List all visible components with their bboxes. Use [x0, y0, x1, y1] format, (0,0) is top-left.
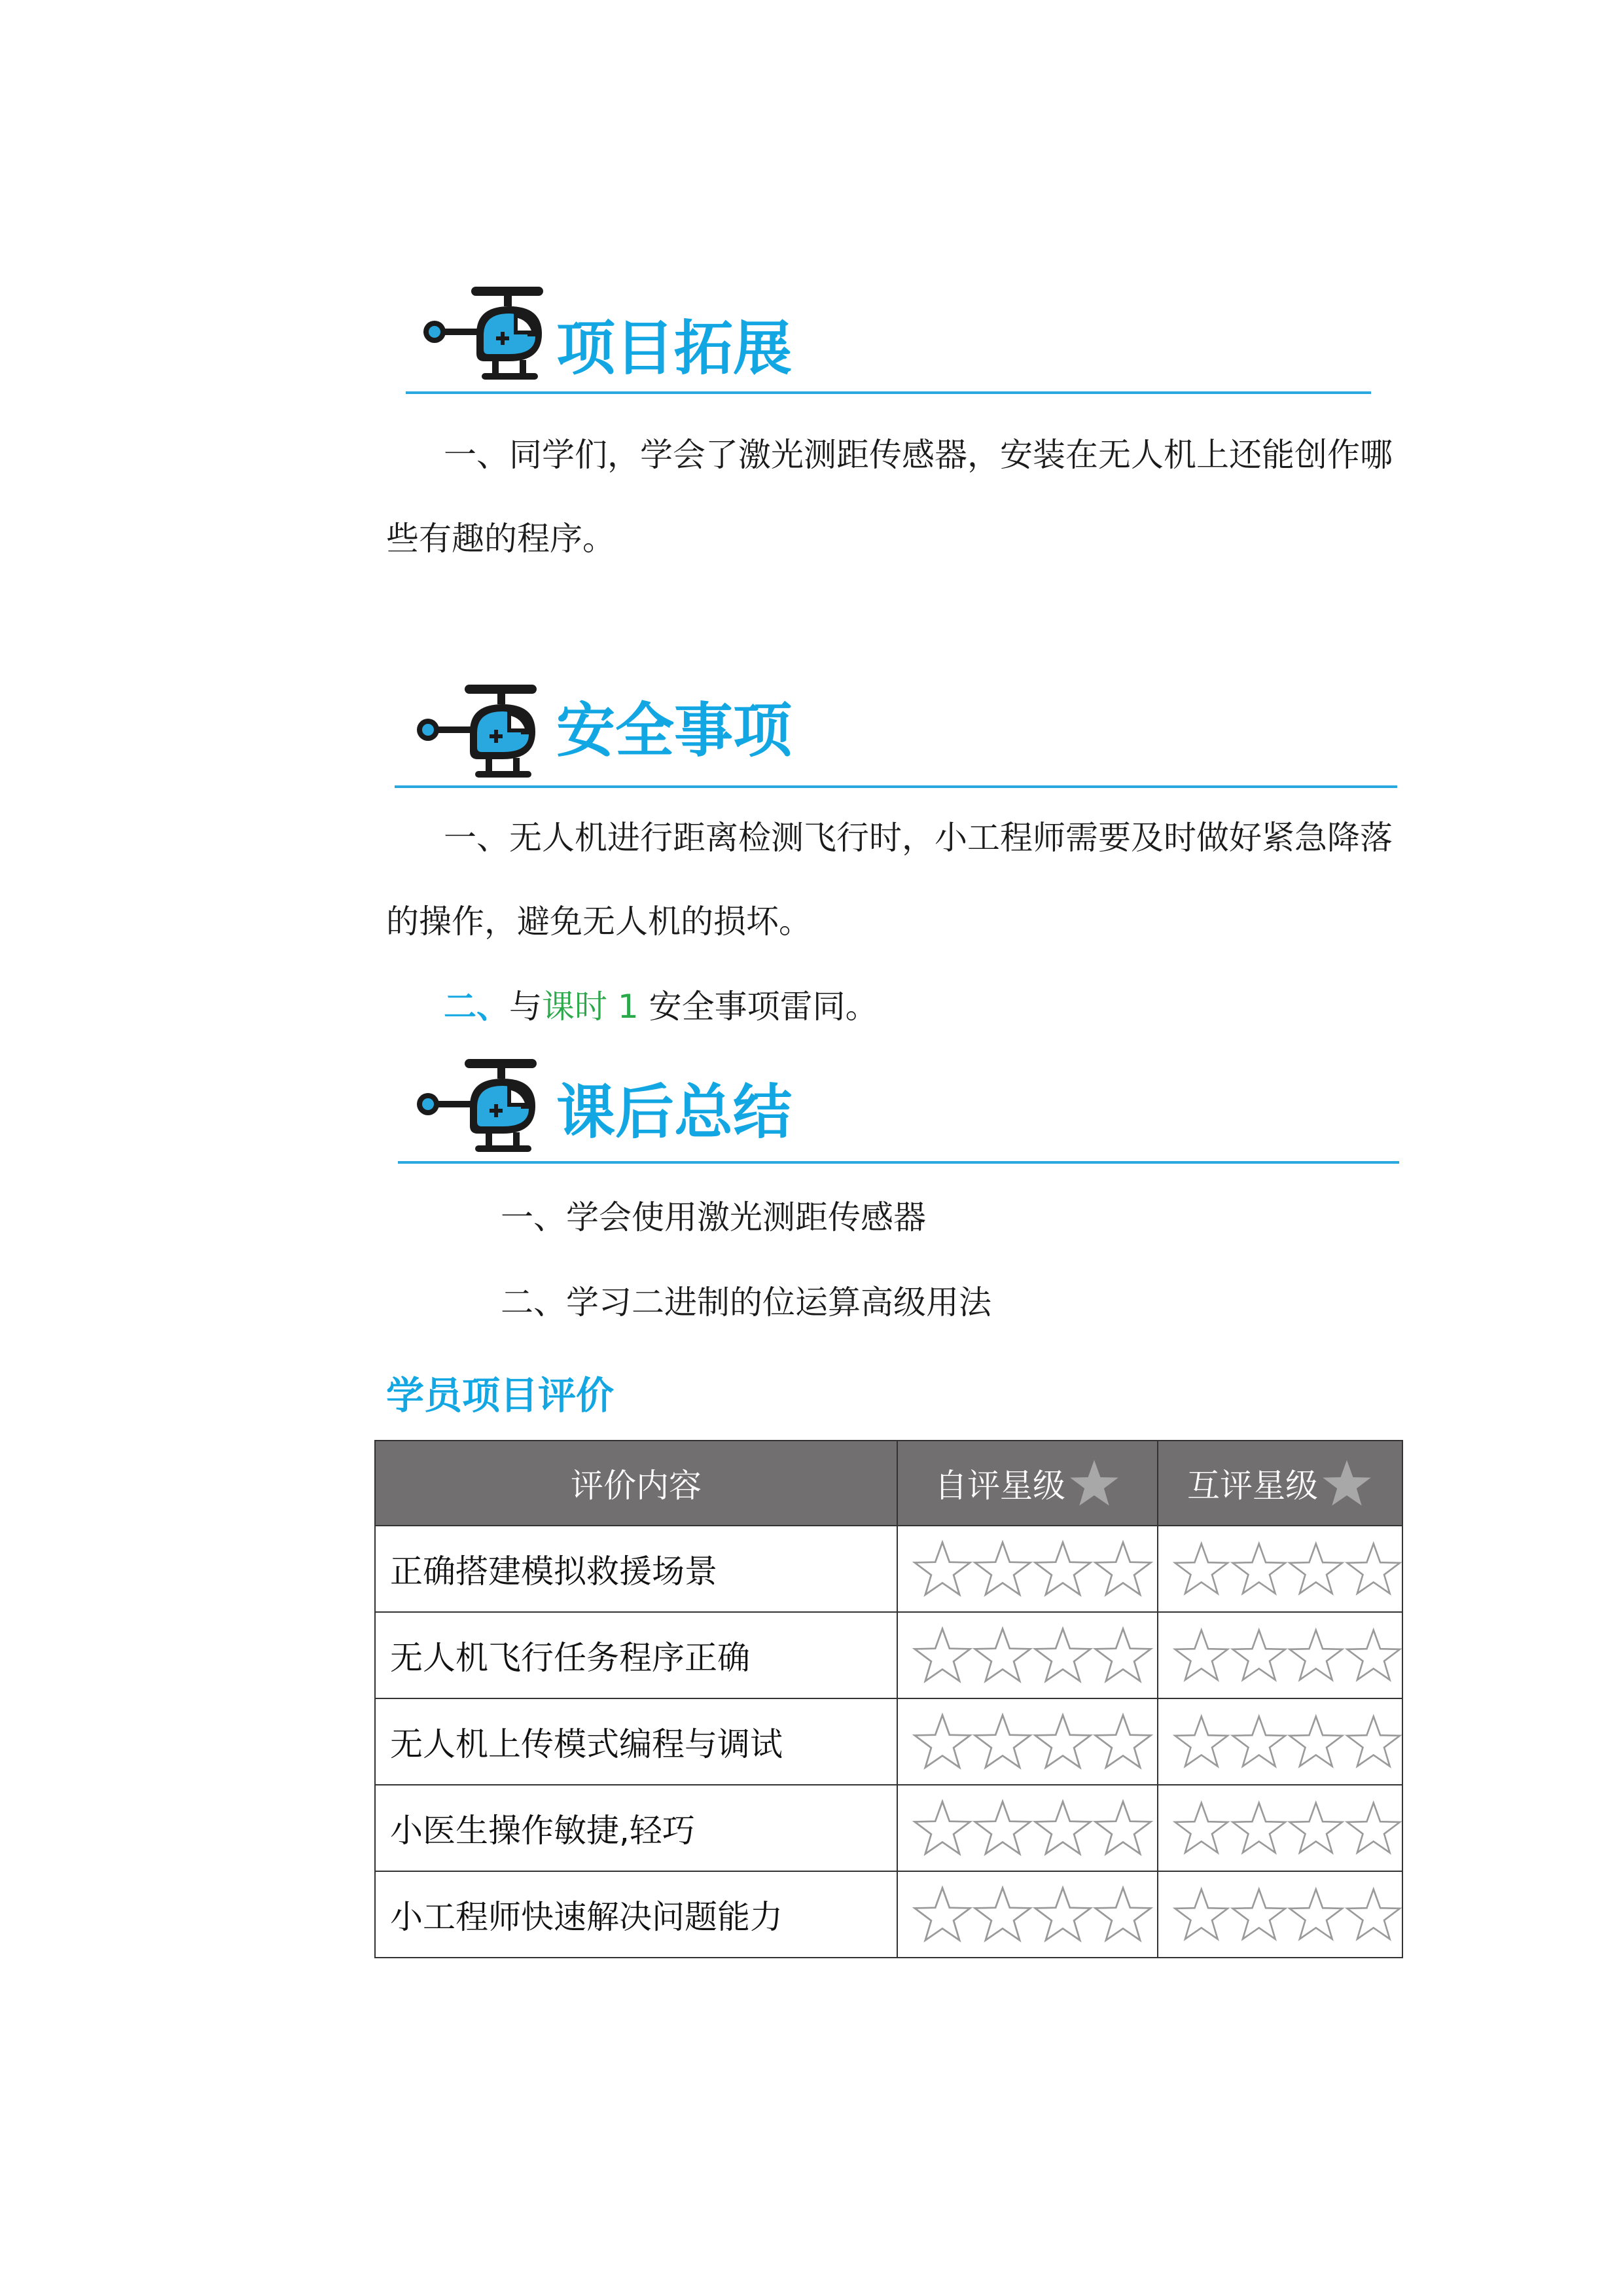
star-outline-icon[interactable] [1173, 1625, 1230, 1685]
table-row [375, 1698, 1402, 1785]
star-outline-icon[interactable] [972, 1798, 1033, 1858]
star-outline-icon[interactable] [1287, 1884, 1345, 1945]
star-outline-icon[interactable] [912, 1884, 972, 1945]
safety-item-2 [444, 987, 878, 1026]
table-row [375, 1612, 1402, 1698]
star-rating [898, 1884, 1157, 1945]
star-outline-icon[interactable] [912, 1712, 972, 1772]
peer-rating-cell[interactable] [1158, 1871, 1402, 1958]
section-divider [406, 391, 1371, 394]
peer-rating-cell[interactable] [1158, 1526, 1402, 1612]
item-text: 安全事项雷同。 [638, 988, 878, 1026]
peer-rating-cell[interactable] [1158, 1785, 1402, 1871]
star-rating [1158, 1798, 1402, 1858]
table-row [375, 1785, 1402, 1871]
header-self-rating: 自评星级 [897, 1441, 1158, 1526]
star-outline-icon[interactable] [1033, 1712, 1093, 1772]
star-rating [898, 1539, 1157, 1599]
star-outline-icon[interactable] [1230, 1712, 1288, 1772]
self-rating-cell[interactable] [897, 1612, 1158, 1698]
table-row [375, 1526, 1402, 1612]
star-outline-icon[interactable] [1033, 1884, 1093, 1945]
star-outline-icon[interactable] [1093, 1712, 1153, 1772]
star-outline-icon[interactable] [1287, 1712, 1345, 1772]
star-outline-icon[interactable] [1345, 1884, 1402, 1945]
self-rating-cell[interactable] [897, 1871, 1158, 1958]
paragraph-line: 些有趣的程序。 [386, 520, 615, 558]
section-title-summary: 课后总结 [556, 1078, 792, 1147]
section-title-safety: 安全事项 [556, 696, 792, 765]
star-outline-icon[interactable] [1093, 1798, 1153, 1858]
evaluation-title: 学员项目评价 [386, 1373, 615, 1418]
star-rating [1158, 1625, 1402, 1685]
star-outline-icon[interactable] [1033, 1798, 1093, 1858]
table-row [375, 1871, 1402, 1958]
paragraph-line: 一、同学们，学会了激光测距传感器，安装在无人机上还能创作哪 [444, 436, 1393, 474]
paragraph-line: 一、无人机进行距离检测飞行时，小工程师需要及时做好紧急降落 [444, 819, 1393, 857]
self-rating-cell[interactable] [897, 1698, 1158, 1785]
item-number: 二、 [444, 988, 509, 1026]
star-outline-icon[interactable] [972, 1884, 1033, 1945]
helicopter-icon [419, 283, 576, 387]
star-outline-icon[interactable] [1287, 1539, 1345, 1599]
star-outline-icon[interactable] [1173, 1798, 1230, 1858]
star-outline-icon[interactable] [1173, 1712, 1230, 1772]
helicopter-icon [412, 1055, 569, 1160]
peer-rating-cell[interactable] [1158, 1698, 1402, 1785]
star-outline-icon[interactable] [1033, 1539, 1093, 1599]
table-header-row [375, 1441, 1402, 1526]
peer-rating-cell[interactable] [1158, 1612, 1402, 1698]
star-rating [1158, 1884, 1402, 1945]
criterion-cell: 小医生操作敏捷,轻巧 [375, 1785, 897, 1871]
header-criterion: 评价内容 [375, 1441, 897, 1526]
summary-item: 一、学会使用激光测距传感器 [501, 1198, 926, 1236]
star-outline-icon[interactable] [972, 1625, 1033, 1685]
section-title-expansion: 项目拓展 [556, 314, 792, 383]
star-outline-icon[interactable] [912, 1625, 972, 1685]
criterion-cell: 小工程师快速解决问题能力 [375, 1871, 897, 1958]
helicopter-icon [412, 681, 569, 785]
star-rating [898, 1798, 1157, 1858]
star-outline-icon[interactable] [1173, 1539, 1230, 1599]
star-rating [1158, 1539, 1402, 1599]
star-outline-icon[interactable] [1033, 1625, 1093, 1685]
section-divider [398, 1161, 1399, 1164]
criterion-cell: 正确搭建模拟救援场景 [375, 1526, 897, 1612]
star-filled-icon [1068, 1457, 1120, 1509]
header-peer-rating: 互评星级 [1158, 1441, 1402, 1526]
evaluation-table [374, 1440, 1403, 1958]
star-outline-icon[interactable] [972, 1539, 1033, 1599]
section-divider [395, 785, 1397, 788]
self-rating-cell[interactable] [897, 1785, 1158, 1871]
star-outline-icon[interactable] [1345, 1798, 1402, 1858]
criterion-cell: 无人机上传模式编程与调试 [375, 1698, 897, 1785]
star-outline-icon[interactable] [972, 1712, 1033, 1772]
criterion-cell: 无人机飞行任务程序正确 [375, 1612, 897, 1698]
star-outline-icon[interactable] [1345, 1625, 1402, 1685]
star-outline-icon[interactable] [912, 1798, 972, 1858]
item-text: 与 [509, 988, 542, 1026]
star-outline-icon[interactable] [1287, 1798, 1345, 1858]
star-rating [898, 1712, 1157, 1772]
star-outline-icon[interactable] [1093, 1539, 1153, 1599]
star-rating [1158, 1712, 1402, 1772]
star-outline-icon[interactable] [1173, 1884, 1230, 1945]
star-outline-icon[interactable] [1093, 1625, 1153, 1685]
star-outline-icon[interactable] [1345, 1539, 1402, 1599]
star-outline-icon[interactable] [1230, 1884, 1288, 1945]
star-outline-icon[interactable] [1093, 1884, 1153, 1945]
star-outline-icon[interactable] [1287, 1625, 1345, 1685]
star-outline-icon[interactable] [912, 1539, 972, 1599]
star-outline-icon[interactable] [1230, 1539, 1288, 1599]
star-outline-icon[interactable] [1230, 1798, 1288, 1858]
star-rating [898, 1625, 1157, 1685]
star-filled-icon [1321, 1457, 1373, 1509]
star-outline-icon[interactable] [1345, 1712, 1402, 1772]
summary-item: 二、学习二进制的位运算高级用法 [501, 1283, 991, 1321]
star-outline-icon[interactable] [1230, 1625, 1288, 1685]
self-rating-cell[interactable] [897, 1526, 1158, 1612]
paragraph-line: 的操作，避免无人机的损坏。 [386, 903, 812, 941]
lesson-reference: 课时 1 [542, 988, 639, 1026]
